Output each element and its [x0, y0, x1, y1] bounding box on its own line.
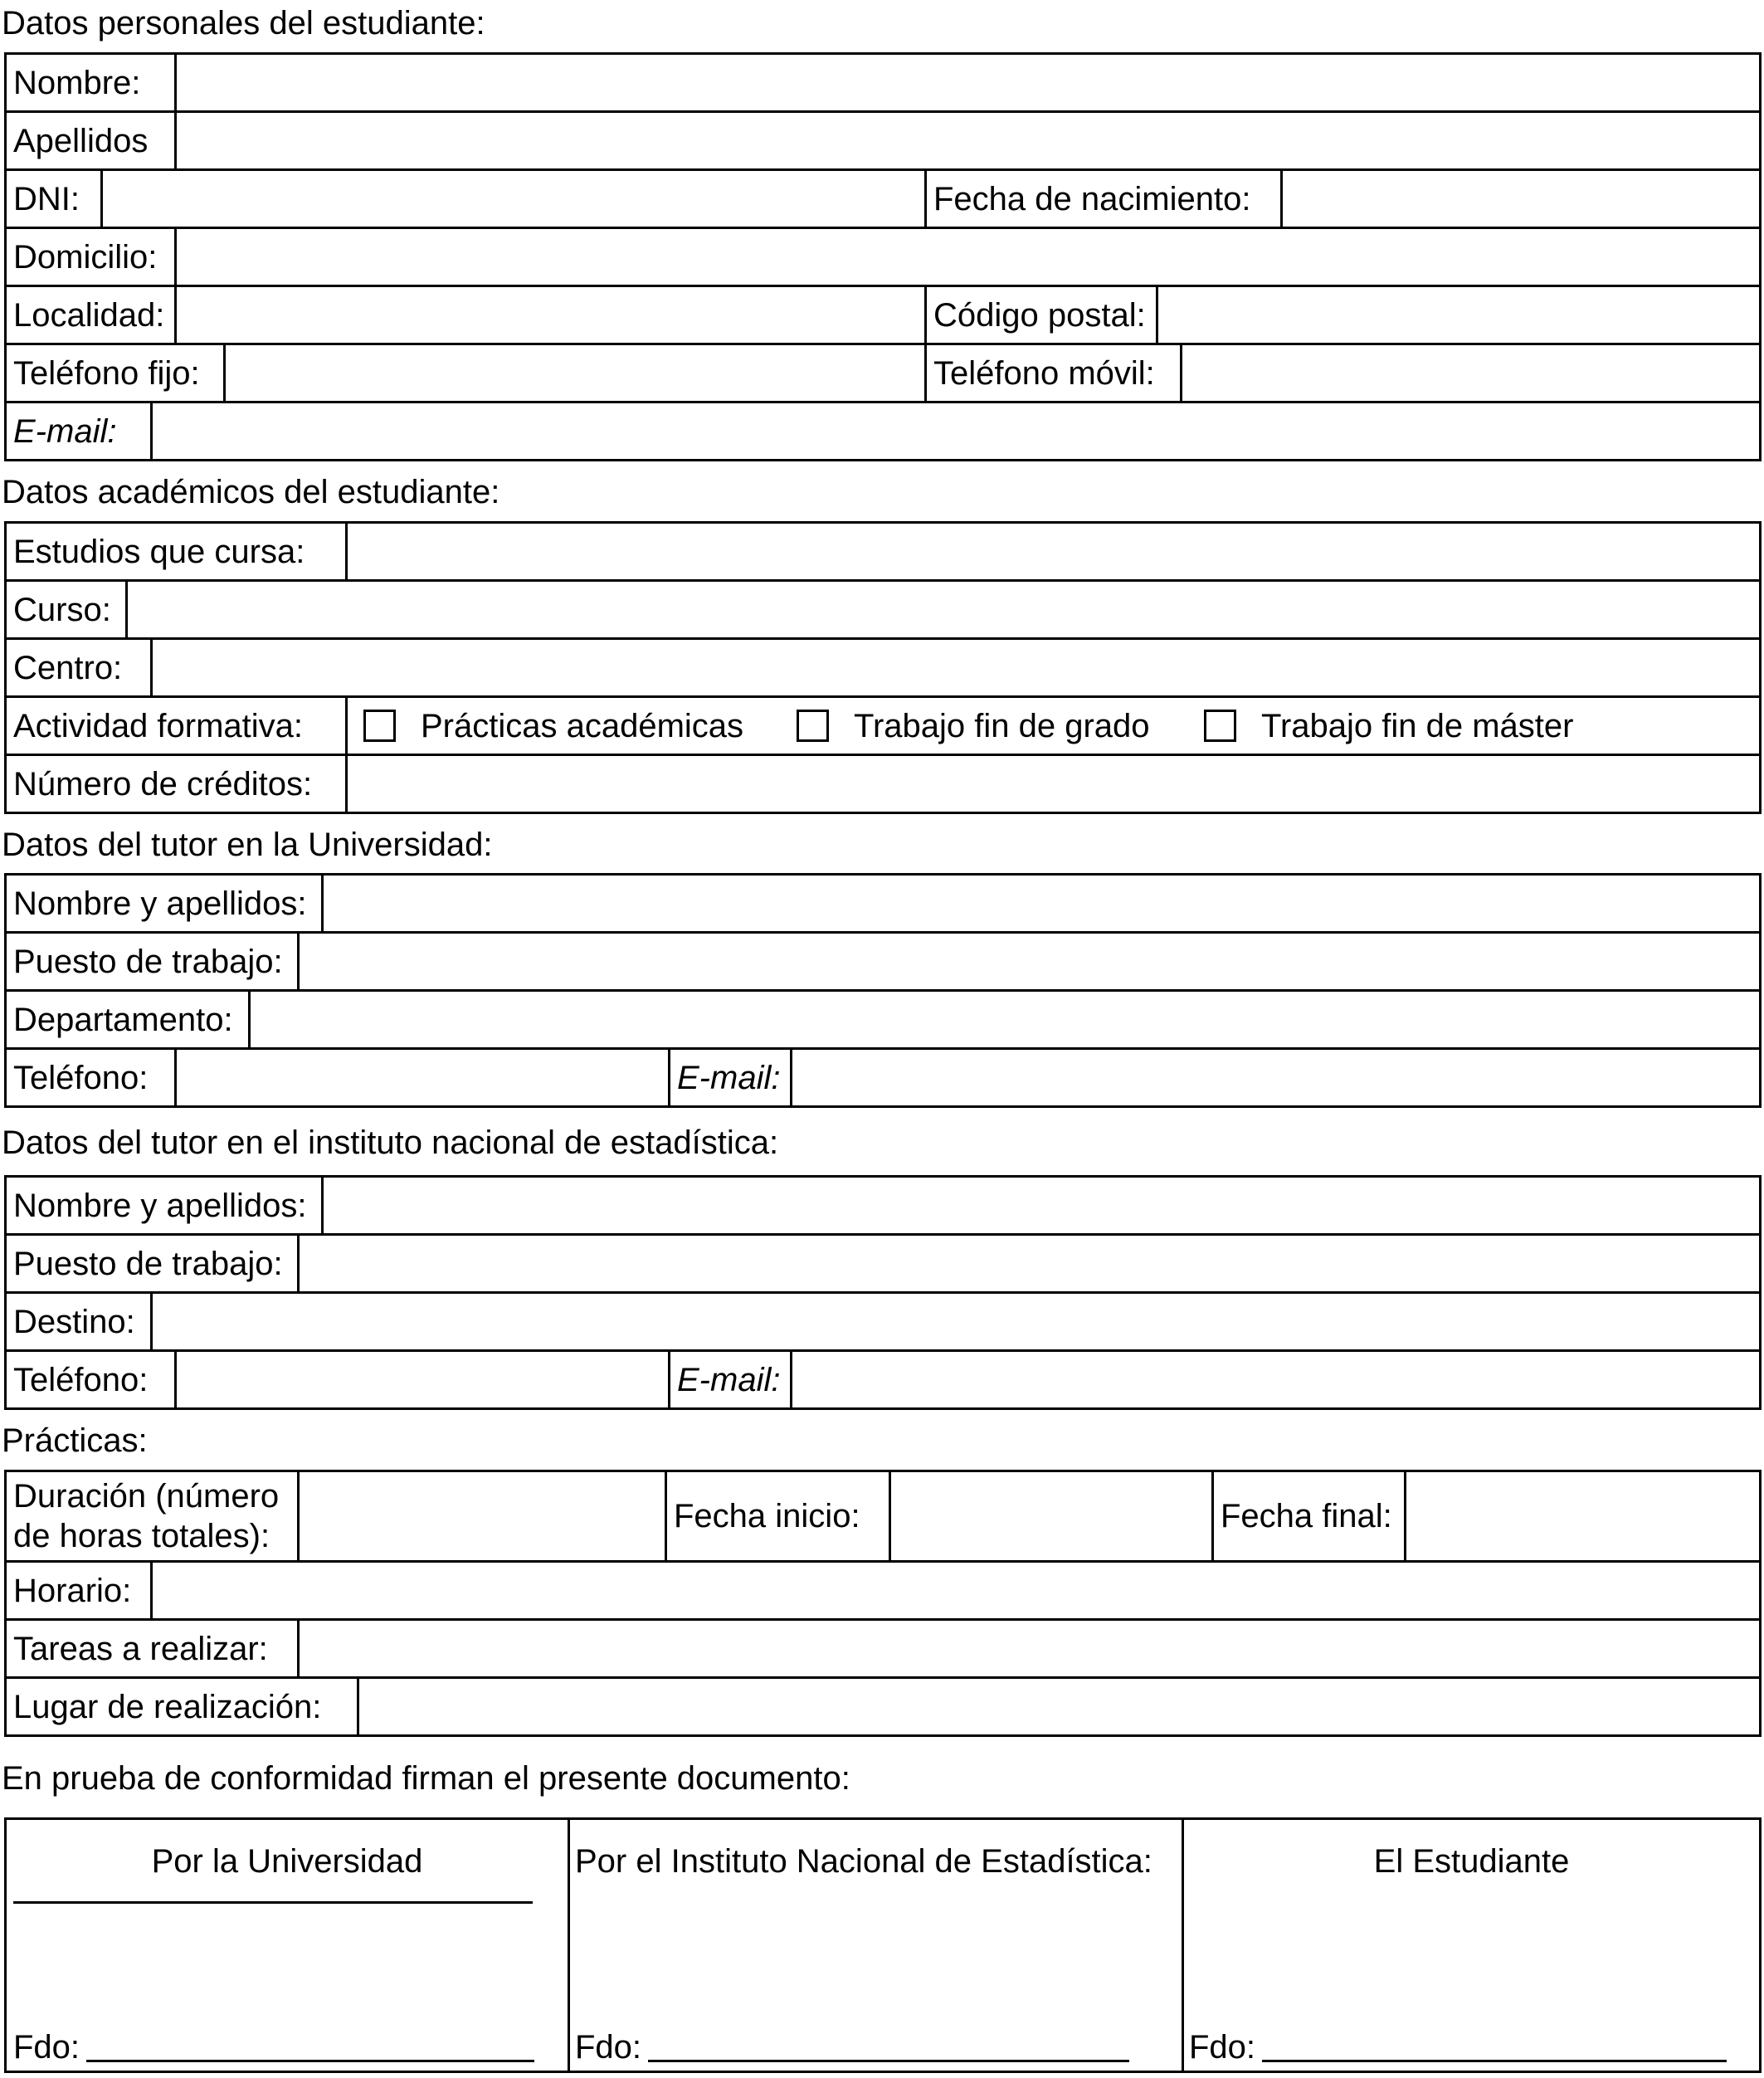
signature-universidad-title: Por la Universidad	[151, 1843, 423, 1880]
label-tutor-ine-email: E-mail:	[677, 1361, 781, 1398]
option-tfg-label: Trabajo fin de grado	[854, 707, 1150, 744]
input-fecha-inicio[interactable]	[891, 1472, 1211, 1560]
label-telefono-fijo: Teléfono fijo:	[13, 354, 200, 392]
section-title-personal: Datos personales del estudiante:	[2, 5, 485, 41]
signature-universidad-fdo[interactable]	[13, 2031, 80, 2064]
signature-universidad-line	[86, 2060, 534, 2062]
label-localidad: Localidad:	[13, 296, 165, 334]
label-fecha-final: Fecha final:	[1221, 1498, 1392, 1534]
label-tutor-uni-puesto: Puesto de trabajo:	[13, 943, 283, 980]
label-nombre: Nombre:	[13, 64, 141, 101]
row-estudios	[4, 521, 1762, 582]
label-lugar: Lugar de realización:	[13, 1688, 322, 1725]
label-duracion	[7, 1472, 279, 1560]
input-apellidos[interactable]	[177, 113, 1759, 168]
label-duracion-line2: de horas totales):	[13, 1518, 270, 1554]
section-title-practicas: Prácticas:	[2, 1422, 148, 1459]
label-dni: DNI:	[13, 180, 80, 217]
row-duracion	[4, 1470, 1762, 1563]
label-tutor-uni-nombre: Nombre y apellidos:	[13, 885, 307, 922]
input-lugar[interactable]	[359, 1679, 1759, 1734]
label-tutor-uni-departamento: Departamento:	[13, 1001, 233, 1038]
row-tutor-uni-contacto	[4, 1047, 1762, 1108]
label-duracion-line1: Duración (número	[13, 1478, 280, 1515]
input-fecha-final[interactable]	[1406, 1472, 1759, 1560]
signature-estudiante-fdo[interactable]	[1189, 2031, 1255, 2064]
option-tfm-label: Trabajo fin de máster	[1261, 707, 1574, 744]
input-estudios[interactable]	[348, 524, 1759, 579]
input-tutor-ine-puesto[interactable]	[300, 1236, 1759, 1291]
input-horario[interactable]	[153, 1563, 1759, 1618]
section-title-tutor-ine: Datos del tutor en el instituto nacional de estadística:	[2, 1124, 779, 1161]
input-tutor-uni-puesto[interactable]	[300, 934, 1759, 989]
signature-table	[4, 1817, 1762, 2073]
section-title-academic: Datos académicos del estudiante:	[2, 474, 500, 510]
row-tutor-ine-destino	[4, 1291, 1762, 1352]
row-apellidos	[4, 110, 1762, 171]
option-practicas-label: Prácticas académicas	[421, 707, 744, 744]
section-title-conformidad: En prueba de conformidad firman el presente documento:	[2, 1760, 850, 1797]
label-estudios: Estudios que cursa:	[13, 533, 305, 570]
input-tareas[interactable]	[300, 1621, 1759, 1676]
option-tfg[interactable]	[790, 698, 1150, 754]
row-tutor-ine-contacto	[4, 1349, 1762, 1410]
section-title-tutor-uni: Datos del tutor en la Universidad:	[2, 827, 493, 863]
row-tutor-uni-departamento	[4, 989, 1762, 1050]
input-tutor-uni-nombre[interactable]	[324, 876, 1759, 931]
label-email: E-mail:	[13, 412, 117, 450]
input-tutor-ine-destino[interactable]	[153, 1294, 1759, 1349]
row-tutor-ine-puesto	[4, 1233, 1762, 1294]
label-curso: Curso:	[13, 591, 111, 628]
signature-instituto-fdo[interactable]	[575, 2031, 641, 2064]
row-tareas	[4, 1618, 1762, 1679]
option-practicas[interactable]	[357, 698, 743, 754]
input-tutor-uni-departamento[interactable]	[251, 992, 1759, 1047]
label-actividad: Actividad formativa:	[13, 707, 304, 744]
row-nombre	[4, 52, 1762, 113]
input-fecha-nacimiento[interactable]	[1283, 171, 1759, 227]
signature-estudiante-title: El Estudiante	[1373, 1843, 1570, 1880]
signature-universidad-top-line	[13, 1901, 533, 1904]
signature-estudiante-line	[1262, 2060, 1727, 2062]
option-tfm[interactable]	[1197, 698, 1573, 754]
label-tutor-ine-destino: Destino:	[13, 1303, 135, 1340]
row-tutor-uni-nombre	[4, 873, 1762, 934]
row-dni	[4, 168, 1762, 229]
row-localidad	[4, 285, 1762, 345]
row-email	[4, 401, 1762, 461]
input-telefono-fijo[interactable]	[226, 345, 924, 401]
signature-instituto-fdo-label: Fdo:	[575, 2029, 642, 2066]
label-telefono-movil: Teléfono móvil:	[933, 354, 1155, 392]
signature-instituto	[570, 1820, 1182, 2071]
label-tutor-ine-telefono: Teléfono:	[13, 1361, 149, 1398]
input-centro[interactable]	[153, 640, 1759, 695]
label-codigo-postal: Código postal:	[933, 296, 1146, 334]
label-fecha-nacimiento: Fecha de nacimiento:	[933, 180, 1251, 217]
row-centro	[4, 637, 1762, 698]
input-curso[interactable]	[128, 582, 1759, 637]
label-horario: Horario:	[13, 1572, 132, 1609]
label-apellidos: Apellidos	[13, 122, 149, 159]
input-nombre[interactable]	[177, 55, 1759, 110]
row-curso	[4, 579, 1762, 640]
row-tutor-ine-nombre	[4, 1175, 1762, 1236]
label-tutor-ine-puesto: Puesto de trabajo:	[13, 1245, 283, 1282]
row-creditos	[4, 754, 1762, 814]
label-tutor-uni-telefono: Teléfono:	[13, 1059, 149, 1096]
input-email[interactable]	[153, 403, 1759, 459]
row-actividad	[4, 695, 1762, 756]
row-domicilio	[4, 227, 1762, 287]
label-tutor-ine-nombre: Nombre y apellidos:	[13, 1187, 307, 1224]
input-domicilio[interactable]	[177, 229, 1759, 285]
row-horario	[4, 1560, 1762, 1621]
checkbox-tfg[interactable]	[797, 710, 829, 742]
signature-universidad-fdo-label: Fdo:	[13, 2029, 80, 2066]
signature-universidad	[7, 1820, 568, 2071]
signature-estudiante	[1184, 1820, 1759, 2071]
input-tutor-uni-telefono[interactable]	[177, 1050, 668, 1105]
input-tutor-uni-email[interactable]	[792, 1050, 1759, 1105]
input-tutor-ine-telefono[interactable]	[177, 1352, 668, 1407]
input-telefono-movil[interactable]	[1182, 345, 1759, 401]
input-tutor-ine-email[interactable]	[792, 1352, 1759, 1407]
input-duracion[interactable]	[300, 1472, 665, 1560]
label-tutor-uni-email: E-mail:	[677, 1059, 781, 1096]
row-tutor-uni-puesto	[4, 931, 1762, 992]
signature-instituto-title: Por el Instituto Nacional de Estadística:	[575, 1843, 1152, 1880]
label-fecha-inicio: Fecha inicio:	[674, 1498, 860, 1534]
row-lugar	[4, 1676, 1762, 1737]
label-centro: Centro:	[13, 649, 123, 686]
checkbox-tfm[interactable]	[1204, 710, 1236, 742]
signature-instituto-line	[648, 2060, 1129, 2062]
input-dni[interactable]	[103, 171, 924, 227]
input-codigo-postal[interactable]	[1158, 287, 1759, 343]
label-domicilio: Domicilio:	[13, 238, 158, 276]
label-creditos: Número de créditos:	[13, 765, 313, 802]
label-tareas: Tareas a realizar:	[13, 1630, 268, 1667]
signature-estudiante-fdo-label: Fdo:	[1189, 2029, 1256, 2066]
input-tutor-ine-nombre[interactable]	[324, 1178, 1759, 1233]
input-creditos[interactable]	[348, 756, 1759, 812]
row-telefonos	[4, 343, 1762, 403]
input-localidad[interactable]	[177, 287, 923, 343]
checkbox-practicas[interactable]	[363, 710, 396, 742]
